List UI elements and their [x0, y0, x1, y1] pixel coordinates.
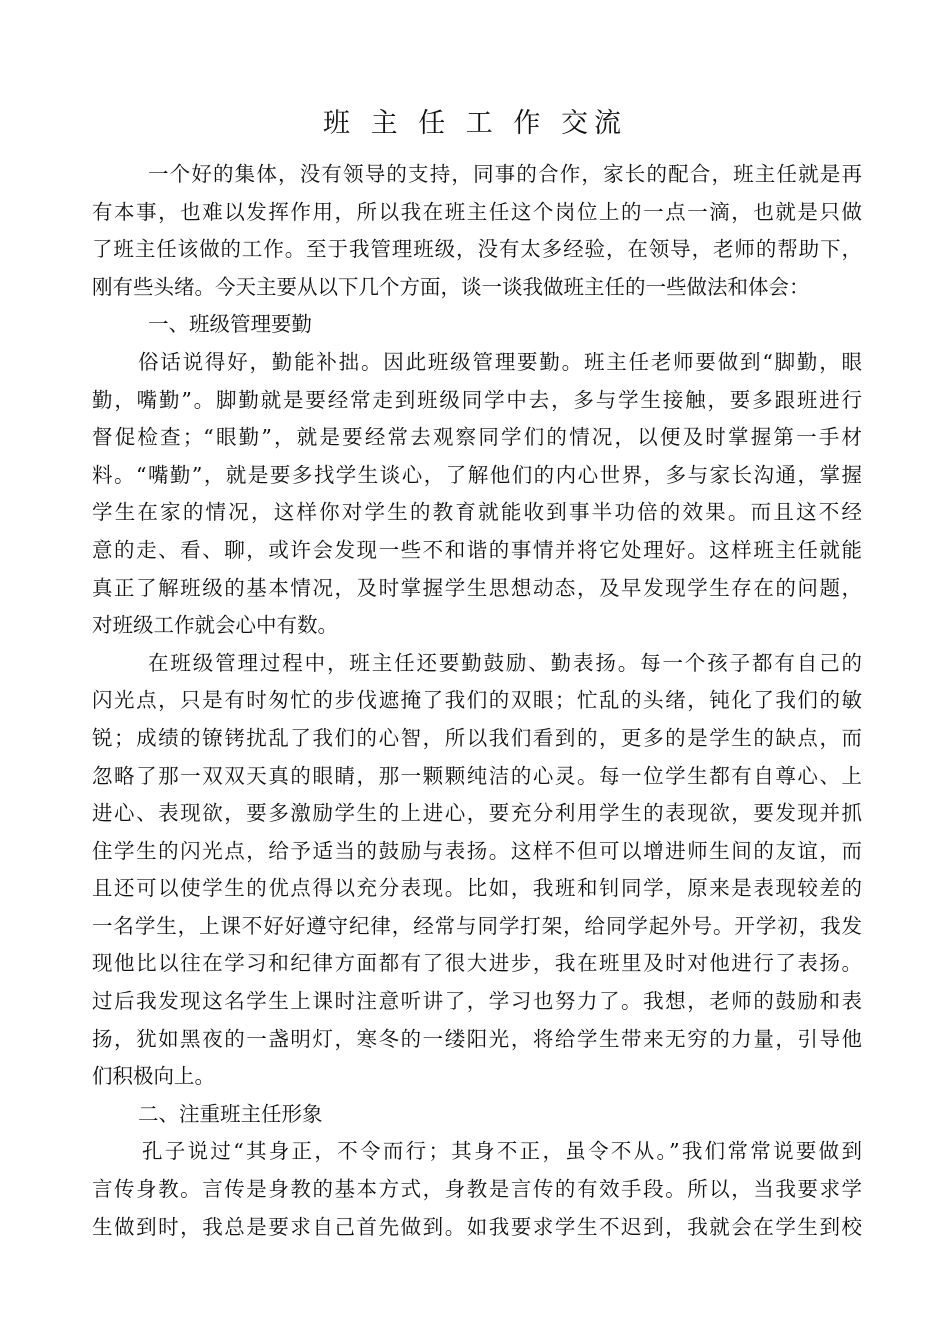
text-line: 闪光点，只是有时匆忙的步伐遮掩了我们的双眼；忙乱的头绪，钝化了我们的敏 — [92, 688, 862, 713]
text-line: 刚有些头绪。今天主要从以下几个方面，谈一谈我做班主任的一些做法和体会： — [92, 274, 810, 299]
text-line: 俗话说得好，勤能补拙。因此班级管理要勤。班主任老师要做到“脚勤，眼 — [138, 349, 862, 374]
text-line: 孔子说过“其身正，不令而行；其身不正，虽令不从。”我们常常说要做到 — [142, 1139, 862, 1164]
document-title: 班 主 任 工 作 交流 — [323, 108, 627, 139]
text-line: 了班主任该做的工作。至于我管理班级，没有太多经验，在领导，老师的帮助下， — [92, 237, 862, 262]
text-line: 学生在家的情况，这样你对学生的教育就能收到事半功倍的效果。而且这不经 — [92, 500, 862, 525]
text-line: 生做到时，我总是要求自己首先做到。如我要求学生不迟到，我就会在学生到校 — [92, 1214, 862, 1239]
text-line: 现他比以往在学习和纪律方面都有了很大进步，我在班里及时对他进行了表扬。 — [92, 951, 862, 976]
text-line: 真正了解班级的基本情况，及时掌握学生思想动态，及早发现学生存在的问题， — [92, 575, 862, 600]
text-line: 忽略了那一双双天真的眼睛，那一颗颗纯洁的心灵。每一位学生都有自尊心、上 — [92, 763, 862, 788]
text-line: 一、班级管理要勤 — [148, 312, 312, 337]
text-line: 在班级管理过程中，班主任还要勤鼓励、勤表扬。每一个孩子都有自己的 — [148, 650, 862, 675]
text-line: 进心、表现欲，要多激励学生的上进心，要充分利用学生的表现欲，要发现并抓 — [92, 801, 862, 826]
text-line: 一个好的集体，没有领导的支持，同事的合作，家长的配合，班主任就是再 — [148, 162, 862, 186]
text-line: 且还可以使学生的优点得以充分表现。比如，我班和钊同学，原来是表现较差的 — [92, 876, 862, 901]
text-line: 们积极向上。 — [92, 1064, 215, 1089]
text-line: 督促检查；“眼勤”，就是要经常去观察同学们的情况，以便及时掌握第一手材 — [92, 425, 862, 450]
text-line: 锐；成绩的镣铐扰乱了我们的心智，所以我们看到的，更多的是学生的缺点，而 — [92, 725, 862, 750]
text-line: 过后我发现这名学生上课时注意听讲了，学习也努力了。我想，老师的鼓励和表 — [92, 989, 862, 1014]
text-line: 意的走、看、聊，或许会发现一些不和谐的事情并将它处理好。这样班主任就能 — [92, 537, 862, 562]
text-line: 勤，嘴勤”。脚勤就是要经常走到班级同学中去，多与学生接触，要多跟班进行 — [92, 387, 862, 412]
text-line: 住学生的闪光点，给予适当的鼓励与表扬。这样不但可以增进师生间的友谊，而 — [92, 838, 862, 863]
text-line: 扬，犹如黑夜的一盏明灯，寒冬的一缕阳光，将给学生带来无穷的力量，引导他 — [92, 1026, 862, 1051]
document-body — [92, 156, 862, 1246]
text-line: 二、注重班主任形象 — [138, 1101, 323, 1126]
text-line: 有本事，也难以发挥作用，所以我在班主任这个岗位上的一点一滴，也就是只做 — [92, 199, 862, 224]
text-line: 言传身教。言传是身教的基本方式，身教是言传的有效手段。所以，当我要求学 — [92, 1177, 862, 1202]
text-line: 料。“嘴勤”，就是要多找学生谈心，了解他们的内心世界，多与家长沟通，掌握 — [92, 462, 862, 487]
text-line: 一名学生，上课不好好遵守纪律，经常与同学打架，给同学起外号。开学初，我发 — [92, 913, 862, 938]
text-line: 对班级工作就会心中有数。 — [92, 613, 338, 638]
